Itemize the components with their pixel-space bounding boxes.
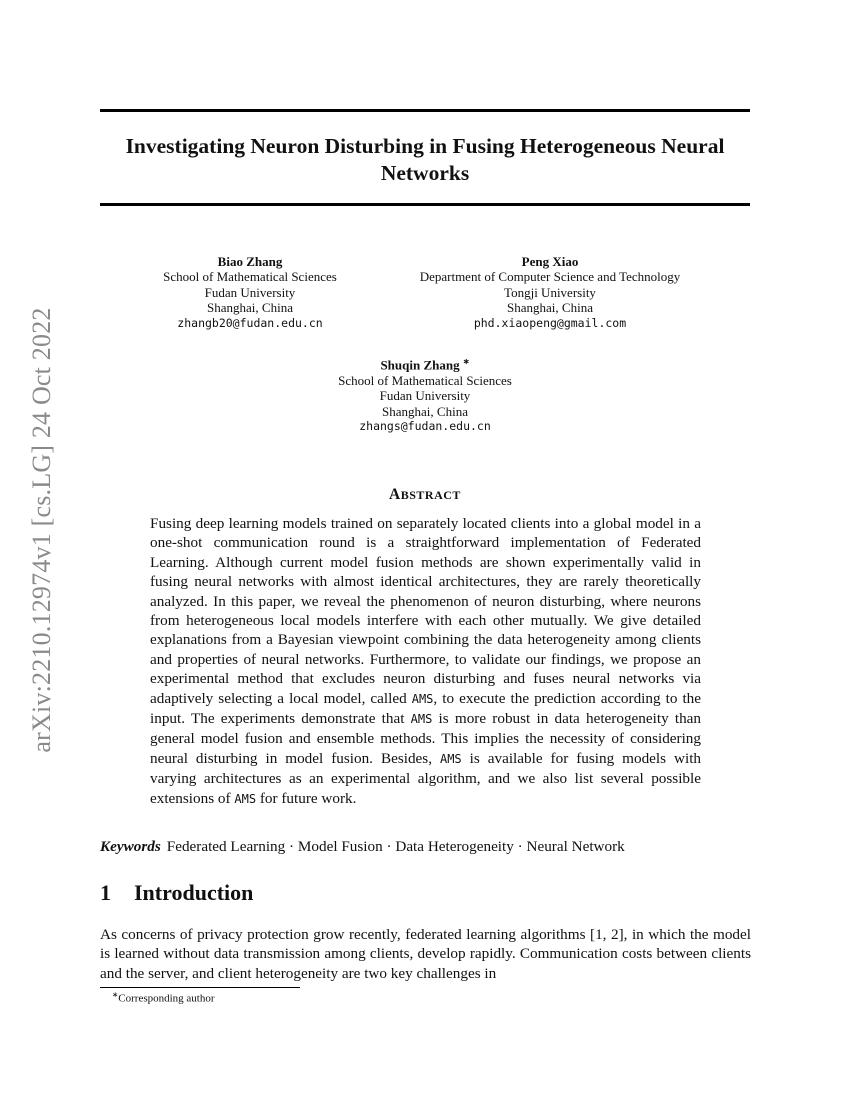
corresponding-author-mark[interactable]: ∗ — [462, 357, 470, 366]
method-name-ams: AMS — [439, 751, 462, 766]
footnote-rule — [100, 987, 300, 988]
title-bottom-rule — [100, 203, 750, 206]
author-city: Shanghai, China — [382, 403, 468, 419]
author-block-2 — [390, 254, 710, 331]
abstract-part: is more robust in data heterogeneity than general model fusion and ensemble methods. This implies the necessity of considering neural disturbing in model fusion. Besides, — [150, 710, 702, 767]
section-number: 1 — [100, 880, 111, 905]
keywords-label: Keywords — [100, 838, 161, 855]
abstract-part: Fusing deep learning models trained on separately located clients into a global model in a one-shot communication round is a straightforward implementation of Federated Learning. Although current model fusion methods are shown experimentally valid in fusing neural networks with almost identical architectures, they are rarely theoretically analyzed. In this paper, we reveal the phenomenon of neuron disturbing, where neurons from heterogeneous local models interfere with each other mutually. We give detailed explanations from a Bayesian viewpoint combining the data heterogeneity among clients and properties of neural networks. Furthermore, to validate our findings, we propose an experimental method that excludes neuron disturbing and fuses neural networks via adaptively selecting a local model, called — [150, 515, 701, 707]
keywords-line — [100, 838, 750, 856]
author-university: Fudan University — [204, 284, 296, 300]
author-block-1 — [140, 254, 360, 331]
author-email[interactable]: zhangs@fudan.edu.cn — [359, 418, 491, 433]
author-city: Shanghai, China — [507, 300, 593, 316]
abstract-part: , to execute the prediction according to the input. The experiments demonstrate that — [150, 689, 702, 728]
arxiv-identifier: arXiv:2210.12974v1 [cs.LG] 24 Oct 2022 — [27, 307, 56, 753]
author-department: School of Mathematical Sciences — [338, 372, 512, 388]
method-name-ams: AMS — [411, 691, 434, 706]
author-block-3 — [300, 354, 550, 434]
footnote-mark: ∗ — [112, 990, 119, 999]
introduction-paragraph: As concerns of privacy protection grow recently, federated learning algorithms [1, 2], in which the model is learned without data transmission among clients, develop rapidly. Communication costs between clients and the server, and client heterogeneity are two key challenges in — [100, 926, 751, 982]
title-top-rule — [100, 109, 750, 112]
abstract-part: for future work. — [259, 789, 357, 807]
abstract-part: is available for fusing models with varying architectures as an experimental algorithm, and we also list several possible extensions of — [150, 749, 702, 807]
author-name: Biao Zhang — [217, 254, 283, 269]
author-name: Peng Xiao — [521, 254, 579, 269]
footnote — [112, 990, 215, 1005]
abstract-heading-rest: BSTRACT — [400, 488, 461, 502]
abstract-text — [150, 514, 701, 809]
author-city: Shanghai, China — [207, 300, 293, 316]
abstract-heading-initial: A — [389, 486, 401, 503]
author-name — [300, 354, 550, 373]
method-name-ams: AMS — [234, 791, 257, 806]
author-name-text: Shuqin Zhang — [380, 357, 460, 373]
author-department: Department of Computer Science and Technology — [419, 269, 681, 285]
author-email[interactable]: phd.xiaopeng@gmail.com — [473, 315, 627, 330]
author-university: Tongji University — [504, 284, 596, 300]
keywords-list: Federated Learning · Model Fusion · Data Heterogeneity · Neural Network — [166, 838, 625, 855]
paper-title: Investigating Neuron Disturbing in Fusing Heterogeneous Neural Networks — [125, 134, 725, 185]
abstract-heading — [100, 486, 750, 504]
author-email[interactable]: zhangb20@fudan.edu.cn — [177, 315, 323, 330]
author-university: Fudan University — [379, 388, 471, 404]
section-heading-introduction — [100, 880, 253, 906]
author-department: School of Mathematical Sciences — [163, 269, 337, 285]
section-title: Introduction — [134, 880, 254, 905]
footnote-text: Corresponding author — [118, 992, 215, 1005]
method-name-ams: AMS — [410, 712, 433, 727]
